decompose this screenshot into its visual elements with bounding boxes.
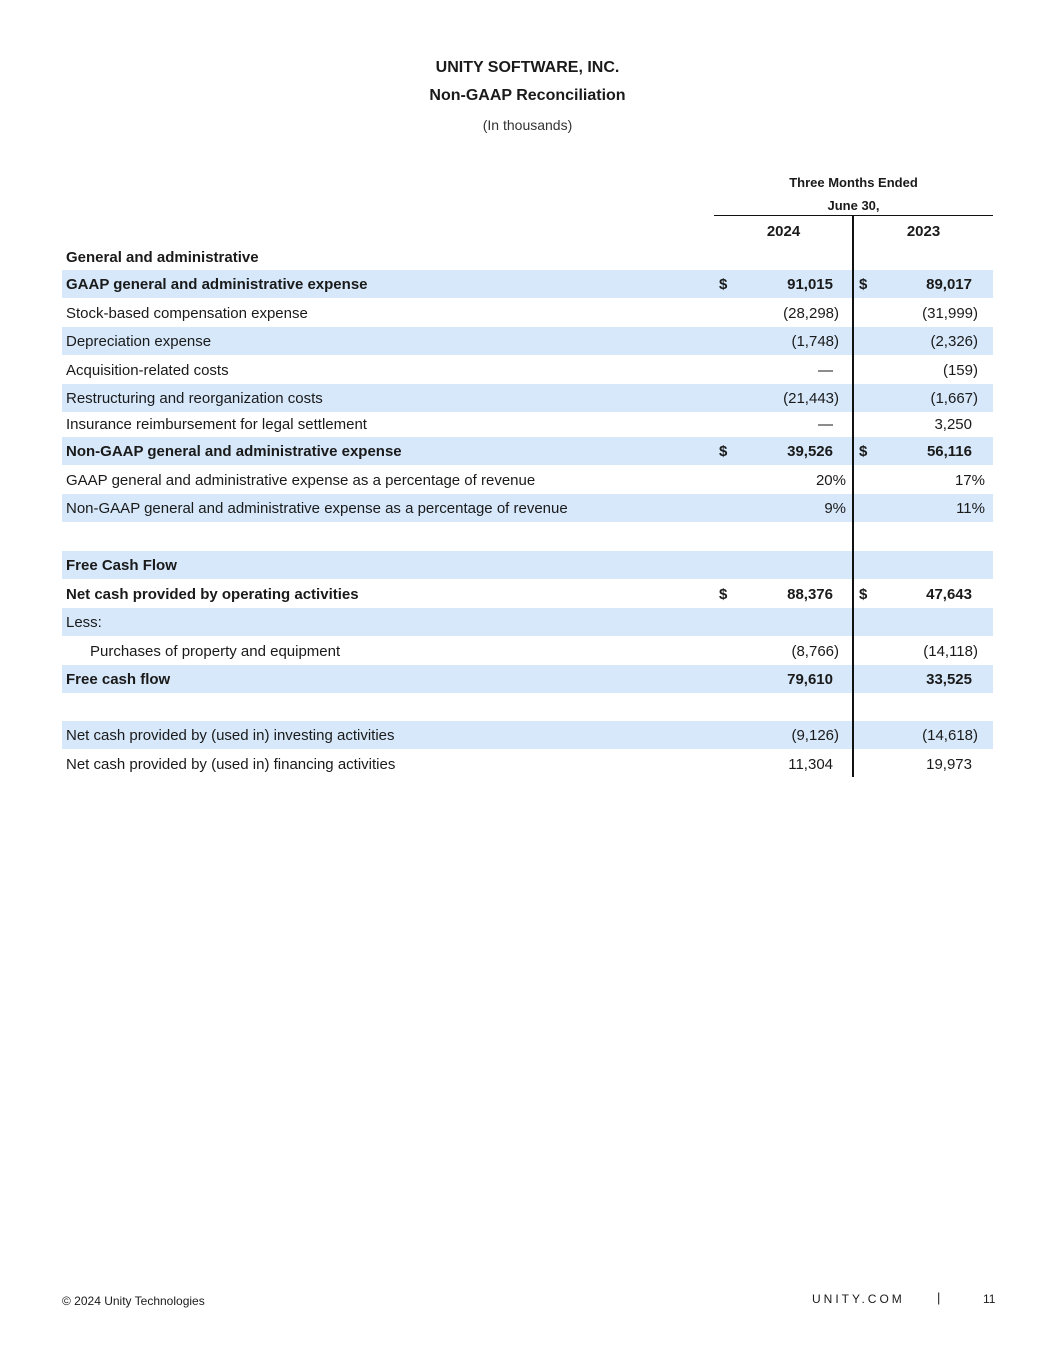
currency-symbol: $ bbox=[859, 586, 868, 603]
value-2023: 47,643 bbox=[926, 586, 972, 603]
currency-symbol: $ bbox=[719, 586, 728, 603]
value-2023: 56,116 bbox=[926, 443, 972, 460]
value-2024: (9,126) bbox=[791, 727, 839, 744]
company-name: UNITY SOFTWARE, INC. bbox=[435, 59, 620, 76]
value-2023: 3,250 bbox=[934, 416, 972, 433]
value-2024: 9% bbox=[824, 500, 846, 517]
row-label: Non-GAAP general and administrative expense bbox=[66, 443, 402, 460]
row-label: Net cash provided by operating activities bbox=[66, 586, 359, 603]
value-2024: (8,766) bbox=[791, 643, 839, 660]
row-label: Non-GAAP general and administrative expense as a percentage of revenue bbox=[66, 500, 568, 517]
copyright: © 2024 Unity Technologies bbox=[62, 1294, 205, 1308]
value-2023: 11% bbox=[956, 500, 985, 517]
value-2023: (14,118) bbox=[923, 643, 978, 660]
value-2024: — bbox=[818, 416, 833, 433]
value-2024: 20% bbox=[815, 472, 846, 489]
currency-symbol: $ bbox=[719, 443, 728, 460]
value-2024: (21,443) bbox=[783, 390, 839, 407]
value-2024: 79,610 bbox=[787, 671, 833, 688]
row-label: Free Cash Flow bbox=[66, 557, 177, 574]
year-2023-header: 2023 bbox=[906, 223, 941, 240]
currency-symbol: $ bbox=[719, 276, 728, 293]
value-2023: 89,017 bbox=[926, 276, 972, 293]
currency-symbol: $ bbox=[859, 276, 868, 293]
row-label: Free cash flow bbox=[66, 671, 171, 688]
value-2023: (31,999) bbox=[922, 305, 978, 322]
value-2024: 88,376 bbox=[787, 586, 833, 603]
value-2023: 19,973 bbox=[926, 756, 972, 773]
footer-separator: | bbox=[937, 1290, 941, 1305]
value-2024: (28,298) bbox=[783, 305, 839, 322]
value-2024: (1,748) bbox=[791, 333, 839, 350]
row-label: Acquisition-related costs bbox=[66, 362, 229, 379]
value-2023: (1,667) bbox=[930, 390, 978, 407]
row-label: GAAP general and administrative expense as a percentage of revenue bbox=[66, 472, 536, 489]
row-label: Stock-based compensation expense bbox=[66, 305, 308, 322]
value-2023: (14,618) bbox=[922, 727, 978, 744]
column-divider bbox=[852, 215, 854, 777]
row-label: Net cash provided by (used in) investing activities bbox=[66, 727, 395, 744]
value-2023: (159) bbox=[942, 362, 978, 379]
row-label: Less: bbox=[66, 614, 102, 631]
currency-symbol: $ bbox=[859, 443, 868, 460]
row-label: Depreciation expense bbox=[66, 333, 212, 350]
row-label: Restructuring and reorganization costs bbox=[66, 390, 323, 407]
value-2024: 39,526 bbox=[787, 443, 833, 460]
row-label: Insurance reimbursement for legal settlement bbox=[66, 416, 367, 433]
value-2024: 11,304 bbox=[788, 756, 833, 773]
year-2024-header: 2024 bbox=[766, 223, 801, 240]
value-2023: 33,525 bbox=[926, 671, 972, 688]
value-2024: — bbox=[818, 362, 833, 379]
value-2023: (2,326) bbox=[930, 333, 978, 350]
period-header: Three Months Ended bbox=[789, 175, 918, 190]
row-label: General and administrative bbox=[66, 249, 259, 266]
row-label: GAAP general and administrative expense bbox=[66, 276, 368, 293]
row-label: Purchases of property and equipment bbox=[90, 643, 341, 660]
value-2024: 91,015 bbox=[787, 276, 833, 293]
site-url: UNITY.COM bbox=[812, 1292, 905, 1306]
value-2023: 17% bbox=[954, 472, 985, 489]
row-label: Net cash provided by (used in) financing activities bbox=[66, 756, 396, 773]
report-title: Non-GAAP Reconciliation bbox=[429, 87, 626, 104]
units-note: (In thousands) bbox=[482, 117, 573, 133]
page-number: 11 bbox=[983, 1292, 996, 1306]
period-date: June 30, bbox=[827, 198, 880, 213]
